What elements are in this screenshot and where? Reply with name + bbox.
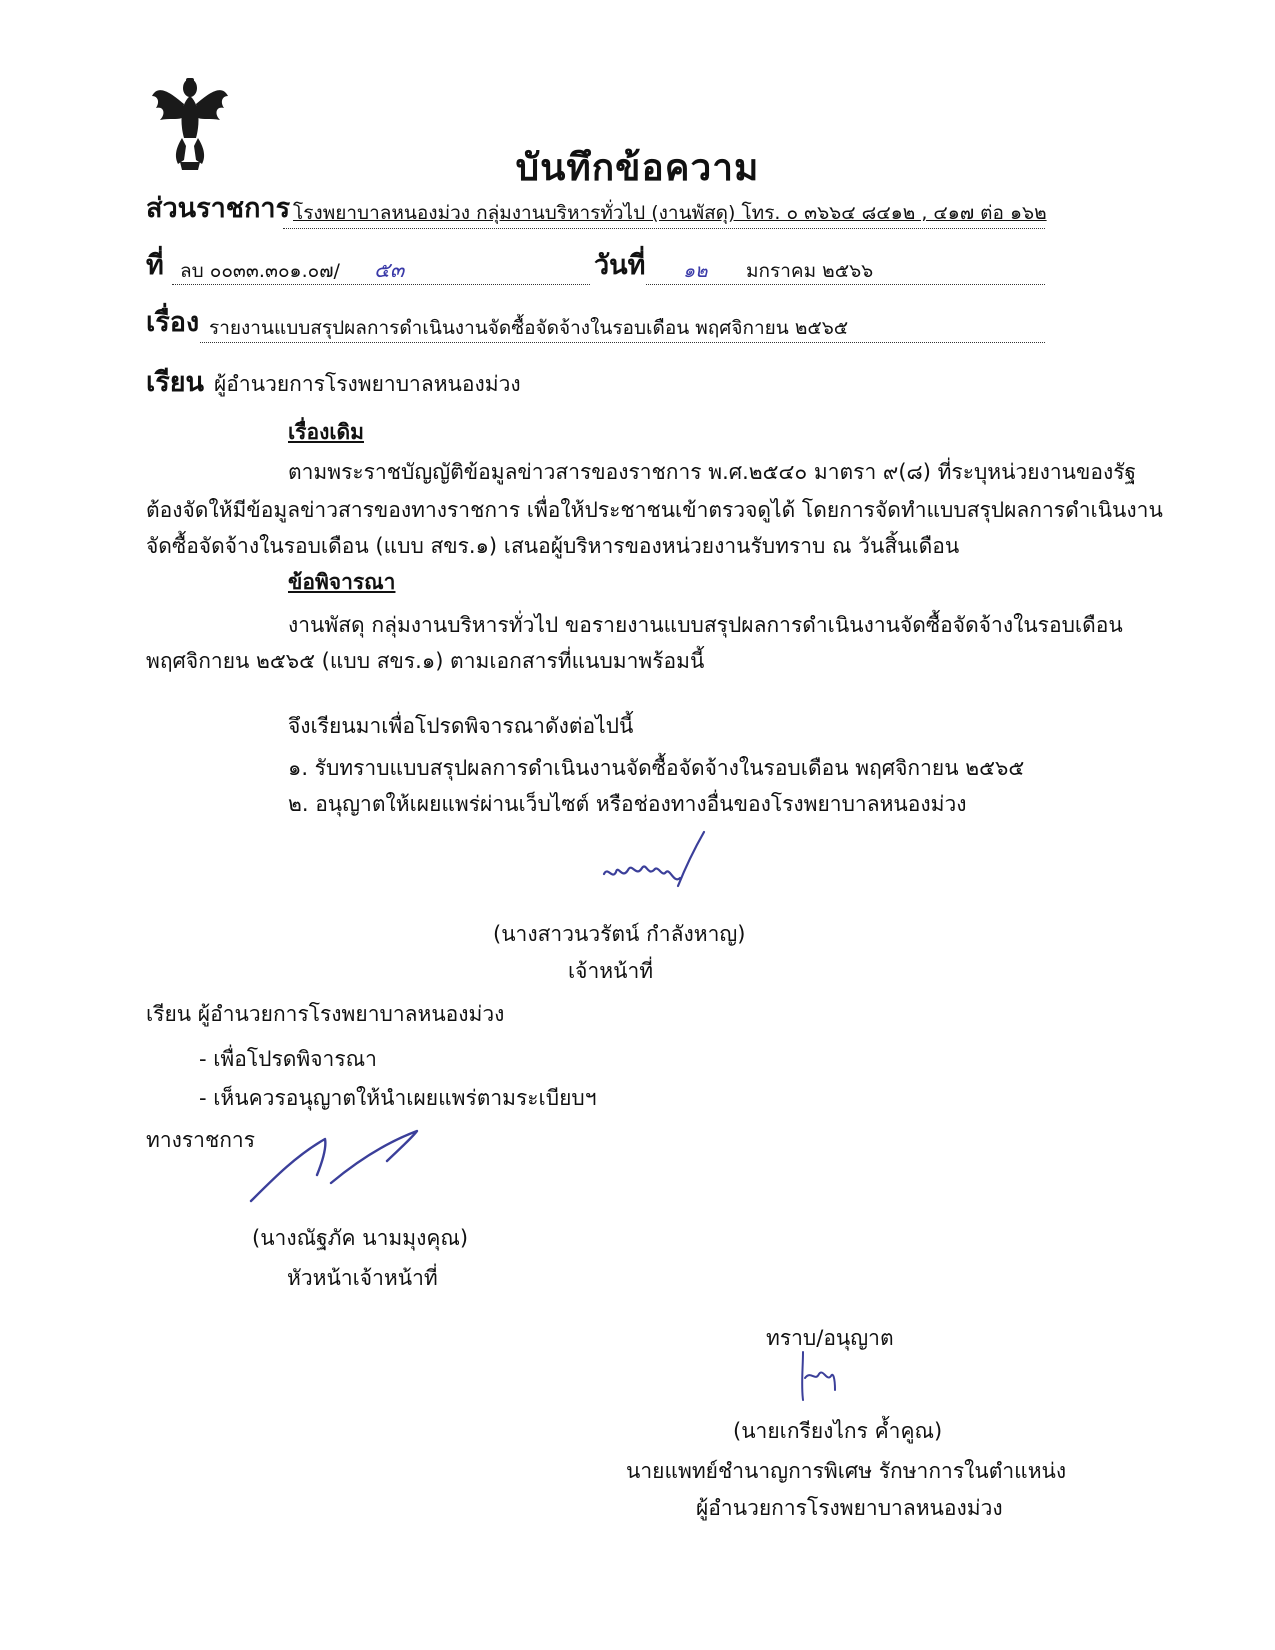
forward-point: - เพื่อโปรดพิจารณา <box>199 1047 377 1071</box>
date-label: วันที่ <box>594 250 646 281</box>
officer-name: (นางสาวนวรัตน์ กำลังหาญ) <box>493 922 746 946</box>
date-day-handwritten: ๑๒ <box>683 260 708 282</box>
date-month-year: มกราคม ๒๕๖๖ <box>746 260 874 282</box>
forward-point: - เห็นควรอนุญาตให้นำเผยแพร่ตามระเบียบฯ <box>199 1086 597 1110</box>
director-signature <box>795 1348 843 1404</box>
background-line: ต้องจัดให้มีข้อมูลข่าวสารของทางราชการ เพื่อให้ประชาชนเข้าตรวจดูได้ โดยการจัดทำแบบสรุปผลการดำเนินงาน <box>146 498 1163 522</box>
director-name: (นายเกรียงไกร ค้ำคูณ) <box>733 1419 943 1443</box>
head-officer-name: (นางณัฐภัค นามมุงคุณ) <box>252 1226 469 1250</box>
background-line: จัดซื้อจัดจ้างในรอบเดือน (แบบ สขร.๑) เสนอผู้บริหารของหน่วยงานรับทราบ ณ วันสิ้นเดือน <box>146 534 960 558</box>
subject-value: รายงานแบบสรุปผลการดำเนินงานจัดซื้อจัดจ้างในรอบเดือน พฤศจิกายน ๒๕๖๕ <box>209 317 849 339</box>
officer-signature <box>600 828 710 896</box>
request-item: ๑. รับทราบแบบสรุปผลการดำเนินงานจัดซื้อจัดจ้างในรอบเดือน พฤศจิกายน ๒๕๖๕ <box>288 756 1025 780</box>
consideration-line: งานพัสดุ กลุ่มงานบริหารทั่วไป ขอรายงานแบบสรุปผลการดำเนินงานจัดซื้อจัดจ้างในรอบเดือน <box>288 613 1123 637</box>
background-line: ตามพระราชบัญญัติข้อมูลข่าวสารของราชการ พ.ศ.๒๕๔๐ มาตรา ๙(๘) ที่ระบุหน่วยงานของรัฐ <box>288 460 1137 484</box>
agency-label: ส่วนราชการ <box>146 193 291 224</box>
consideration-heading: ข้อพิจารณา <box>288 570 396 594</box>
head-officer-position: หัวหน้าเจ้าหน้าที่ <box>287 1266 438 1290</box>
consideration-line: พฤศจิกายน ๒๕๖๕ (แบบ สขร.๑) ตามเอกสารที่แนบมาพร้อมนี้ <box>146 649 705 673</box>
to-value: ผู้อำนวยการโรงพยาบาลหนองม่วง <box>214 372 521 396</box>
forward-via: ทางราชการ <box>146 1128 255 1152</box>
memo-title: บันทึกข้อความ <box>515 146 760 189</box>
ref-value: ลบ ๐๐๓๓.๓๐๑.๐๗/ <box>180 260 340 282</box>
head-officer-signature <box>245 1125 425 1207</box>
subject-label: เรื่อง <box>146 307 200 338</box>
approval-label: ทราบ/อนุญาต <box>766 1326 894 1350</box>
ref-label: ที่ <box>146 250 164 281</box>
forward-to-line: เรียน ผู้อำนวยการโรงพยาบาลหนองม่วง <box>146 1002 505 1026</box>
officer-position: เจ้าหน้าที่ <box>568 959 654 983</box>
ref-handwritten-number: ๕๓ <box>374 258 405 282</box>
background-heading: เรื่องเดิม <box>288 420 364 444</box>
director-position-line: ผู้อำนวยการโรงพยาบาลหนองม่วง <box>696 1496 1003 1520</box>
director-position-line: นายแพทย์ชำนาญการพิเศษ รักษาการในตำแหน่ง <box>626 1459 1067 1483</box>
request-item: ๒. อนุญาตให้เผยแพร่ผ่านเว็บไซต์ หรือช่องทางอื่นของโรงพยาบาลหนองม่วง <box>288 792 967 816</box>
agency-dotted-line <box>283 228 1045 229</box>
agency-value: โรงพยาบาลหนองม่วง กลุ่มงานบริหารทั่วไป (งานพัสดุ) โทร. ๐ ๓๖๖๔ ๘๔๑๒ , ๔๑๗ ต่อ ๑๖๒ <box>293 202 1047 224</box>
to-label: เรียน <box>146 367 205 398</box>
request-intro: จึงเรียนมาเพื่อโปรดพิจารณาดังต่อไปนี้ <box>288 714 634 738</box>
